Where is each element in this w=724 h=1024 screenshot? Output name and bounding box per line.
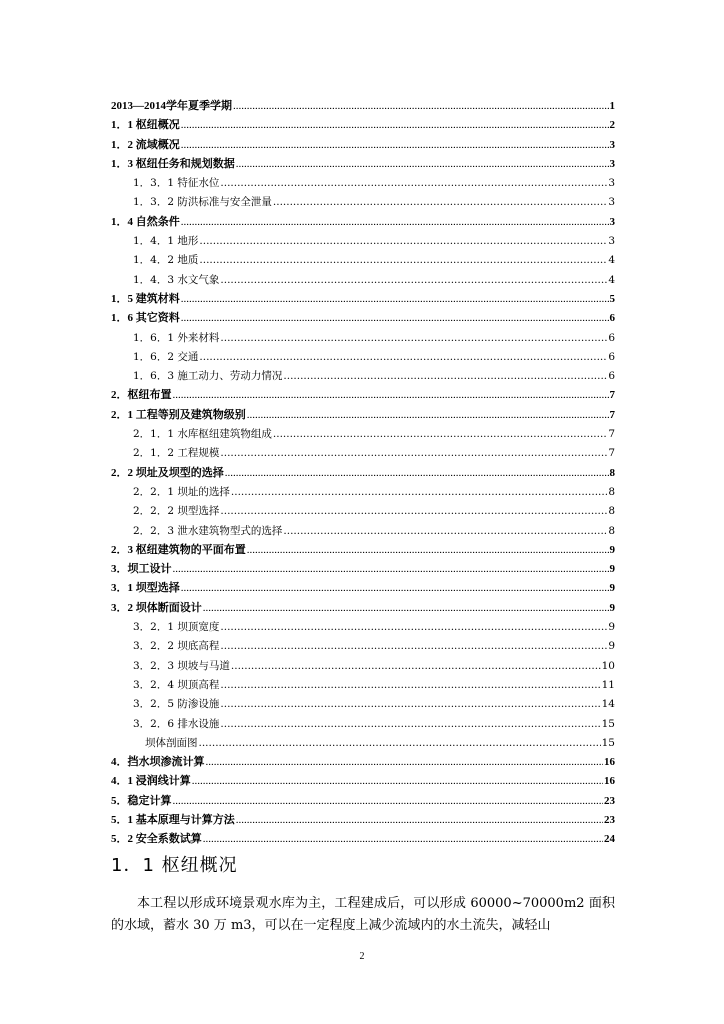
toc-entry[interactable] (111, 772, 615, 791)
toc-entry[interactable] (111, 792, 615, 811)
toc-dot-leader (181, 116, 609, 135)
toc-entry-page: 15 (601, 717, 615, 730)
toc-entry-page: 23 (604, 813, 615, 826)
toc-dot-leader (247, 406, 609, 425)
toc-entry[interactable] (111, 676, 615, 695)
toc-dot-leader (199, 251, 607, 270)
toc-entry-page: 14 (601, 698, 615, 711)
toc-entry[interactable] (111, 579, 615, 598)
toc-entry-page: 6 (608, 331, 615, 344)
toc-dot-leader (220, 695, 600, 714)
toc-entry-title: 1．6 其它资料 (111, 312, 180, 325)
toc-entry[interactable] (111, 599, 615, 618)
toc-dot-leader (192, 772, 603, 791)
toc-entry-page: 9 (609, 601, 615, 614)
toc-entry-page: 16 (604, 756, 615, 769)
toc-entry[interactable] (111, 155, 615, 174)
toc-entry-title: 1．4．2 地质 (133, 254, 199, 267)
toc-entry[interactable] (111, 232, 615, 251)
toc-entry-title: 2．1．1 水库枢纽建筑物组成 (133, 428, 272, 441)
toc-entry-title: 1．3．2 防洪标准与安全泄量 (133, 196, 272, 209)
toc-entry-page: 9 (608, 621, 615, 634)
toc-entry-title: 3．2．3 坝坡与马道 (133, 659, 230, 672)
toc-dot-leader (225, 464, 609, 483)
toc-dot-leader (181, 309, 609, 328)
toc-entry-title: 3．坝工设计 (111, 563, 172, 576)
toc-entry-title: 坝体剖面图 (145, 736, 198, 749)
toc-entry-title: 1．4 自然条件 (111, 215, 180, 228)
toc-entry-title: 2．1．2 工程规模 (133, 447, 220, 460)
toc-entry[interactable] (111, 811, 615, 830)
toc-entry[interactable] (111, 290, 615, 309)
toc-entry-title: 1．5 建筑材料 (111, 292, 180, 305)
toc-entry-title: 1．2 流域概况 (111, 138, 180, 151)
toc-dot-leader (233, 97, 609, 116)
toc-dot-leader (199, 348, 607, 367)
toc-entry[interactable] (111, 193, 615, 212)
toc-entry-page: 9 (609, 543, 615, 556)
toc-dot-leader (181, 290, 609, 309)
toc-dot-leader (220, 329, 607, 348)
body-paragraph: 本工程以形成环境景观水库为主，工程建成后，可以形成 60000~70000m2 面积的水域，蓄水 30 万 m3，可以在一定程度上减少流域内的水土流失，减轻山 (111, 896, 615, 933)
toc-dot-leader (181, 213, 609, 232)
toc-entry-title: 5．1 基本原理与计算方法 (111, 813, 235, 826)
toc-entry-page: 24 (604, 833, 615, 846)
toc-entry-title: 1．6．2 交通 (133, 350, 199, 363)
toc-dot-leader (236, 155, 609, 174)
toc-entry-page: 9 (609, 582, 615, 595)
toc-dot-leader (181, 579, 609, 598)
toc-dot-leader (220, 271, 607, 290)
toc-dot-leader (247, 541, 609, 560)
page-number: 2 (359, 951, 365, 962)
toc-entry-page: 8 (608, 505, 615, 518)
toc-dot-leader (173, 386, 609, 405)
toc-dot-leader (173, 560, 609, 579)
toc-entry-page: 7 (609, 408, 615, 421)
toc-entry-title: 2013—2014学年夏季学期 (111, 100, 232, 112)
toc-entry-title: 3．2 坝体断面设计 (111, 601, 202, 614)
toc-entry[interactable] (111, 618, 615, 637)
section-heading: 1．1 枢纽概况 (111, 855, 238, 876)
toc-entry-page: 15 (601, 736, 615, 749)
toc-entry[interactable] (111, 309, 615, 328)
toc-entry-page: 16 (604, 775, 615, 788)
toc-dot-leader (220, 502, 607, 521)
toc-entry-page: 4 (608, 254, 615, 267)
toc-dot-leader (231, 657, 601, 676)
toc-entry-page: 9 (609, 563, 615, 576)
toc-entry-page: 6 (608, 370, 615, 383)
toc-entry-title: 3．2．1 坝顶宽度 (133, 621, 220, 634)
toc-dot-leader (203, 830, 603, 849)
toc-entry-title: 1．4．1 地形 (133, 235, 199, 248)
toc-entry-title: 2．1 工程等别及建筑物级别 (111, 408, 246, 421)
toc-entry-title: 4．1 浸润线计算 (111, 775, 191, 788)
toc-dot-leader (173, 792, 604, 811)
toc-dot-leader (220, 174, 607, 193)
toc-entry-page: 7 (608, 447, 615, 460)
toc-entry-title: 3．2．6 排水设施 (133, 717, 220, 730)
toc-entry[interactable] (111, 367, 615, 386)
toc-entry-page: 3 (608, 177, 615, 190)
toc-entry-title: 2．枢纽布置 (111, 389, 172, 402)
toc-entry[interactable] (111, 541, 615, 560)
toc-entry[interactable] (111, 695, 615, 714)
toc-entry[interactable] (111, 386, 615, 405)
toc-entry-title: 1．1 枢纽概况 (111, 119, 180, 132)
toc-entry[interactable] (111, 329, 615, 348)
toc-entry[interactable] (111, 464, 615, 483)
toc-entry-page: 23 (604, 794, 615, 807)
toc-dot-leader (220, 637, 607, 656)
toc-entry-page: 9 (608, 640, 615, 653)
toc-entry-page: 7 (608, 428, 615, 441)
toc-dot-leader (220, 715, 600, 734)
toc-entry-title: 1．6．1 外来材料 (133, 331, 220, 344)
toc-entry[interactable] (111, 657, 615, 676)
toc-entry-page: 3 (609, 157, 615, 170)
toc-entry-title: 2．2 坝址及坝型的选择 (111, 466, 224, 479)
toc-entry-title: 1．3 枢纽任务和规划数据 (111, 157, 235, 170)
toc-dot-leader (273, 425, 607, 444)
toc-entry[interactable] (111, 174, 615, 193)
toc-entry-page: 8 (608, 524, 615, 537)
toc-entry-page: 3 (609, 138, 615, 151)
toc-entry[interactable] (111, 271, 615, 290)
toc-entry-page: 8 (609, 466, 615, 479)
toc-entry-title: 2．2．1 坝址的选择 (133, 485, 230, 498)
toc-entry-page: 11 (601, 678, 615, 691)
toc-dot-leader (199, 734, 601, 753)
toc-entry-page: 6 (608, 350, 615, 363)
toc-entry[interactable] (111, 406, 615, 425)
toc-entry[interactable] (111, 251, 615, 270)
toc-entry-title: 5．稳定计算 (111, 794, 172, 807)
toc-entry[interactable] (111, 715, 615, 734)
toc-entry-page: 4 (608, 273, 615, 286)
toc-entry-page: 8 (608, 485, 615, 498)
toc-entry-title: 2．3 枢纽建筑物的平面布置 (111, 543, 246, 556)
toc-entry-page: 7 (609, 389, 615, 402)
toc-dot-leader (220, 676, 600, 695)
toc-dot-leader (206, 753, 604, 772)
toc-entry[interactable] (111, 213, 615, 232)
toc-dot-leader (273, 193, 607, 212)
toc-entry-title: 2．2．3 泄水建筑物型式的选择 (133, 524, 283, 537)
toc-entry[interactable] (111, 753, 615, 772)
toc-dot-leader (283, 522, 607, 541)
toc-entry-page: 2 (609, 119, 615, 132)
toc-dot-leader (236, 811, 603, 830)
toc-dot-leader (181, 136, 609, 155)
toc-dot-leader (283, 367, 607, 386)
toc-entry[interactable] (111, 734, 615, 753)
toc-entry-title: 2．2．2 坝型选择 (133, 505, 220, 518)
toc-entry-title: 1．4．3 水文气象 (133, 273, 220, 286)
toc-entry-title: 1．6．3 施工动力、劳动力情况 (133, 370, 283, 383)
toc-entry[interactable] (111, 483, 615, 502)
toc-dot-leader (231, 483, 607, 502)
toc-entry-title: 4．挡水坝渗流计算 (111, 756, 205, 769)
toc-dot-leader (203, 599, 609, 618)
toc-entry-page: 5 (609, 292, 615, 305)
toc-entry[interactable] (111, 136, 615, 155)
toc-entry-title: 3．2．5 防渗设施 (133, 698, 220, 711)
toc-entry[interactable] (111, 502, 615, 521)
toc-entry[interactable] (111, 560, 615, 579)
toc-entry[interactable] (111, 97, 615, 116)
toc-entry-page: 3 (608, 235, 615, 248)
toc-entry[interactable] (111, 116, 615, 135)
toc-dot-leader (220, 618, 607, 637)
toc-entry[interactable] (111, 522, 615, 541)
table-of-contents (111, 97, 615, 850)
toc-entry-page: 3 (608, 196, 615, 209)
toc-entry[interactable] (111, 348, 615, 367)
toc-dot-leader (199, 232, 607, 251)
toc-entry-page: 6 (609, 312, 615, 325)
toc-entry-page: 10 (601, 659, 615, 672)
toc-entry[interactable] (111, 830, 615, 849)
toc-entry[interactable] (111, 637, 615, 656)
toc-entry[interactable] (111, 425, 615, 444)
toc-entry[interactable] (111, 444, 615, 463)
toc-entry-page: 3 (609, 215, 615, 228)
toc-entry-title: 1．3．1 特征水位 (133, 177, 220, 190)
toc-entry-page: 1 (609, 100, 615, 112)
toc-entry-title: 3．2．2 坝底高程 (133, 640, 220, 653)
toc-entry-title: 5．2 安全系数试算 (111, 833, 202, 846)
toc-dot-leader (220, 444, 607, 463)
toc-entry-title: 3．2．4 坝顶高程 (133, 678, 220, 691)
toc-entry-title: 3．1 坝型选择 (111, 582, 180, 595)
